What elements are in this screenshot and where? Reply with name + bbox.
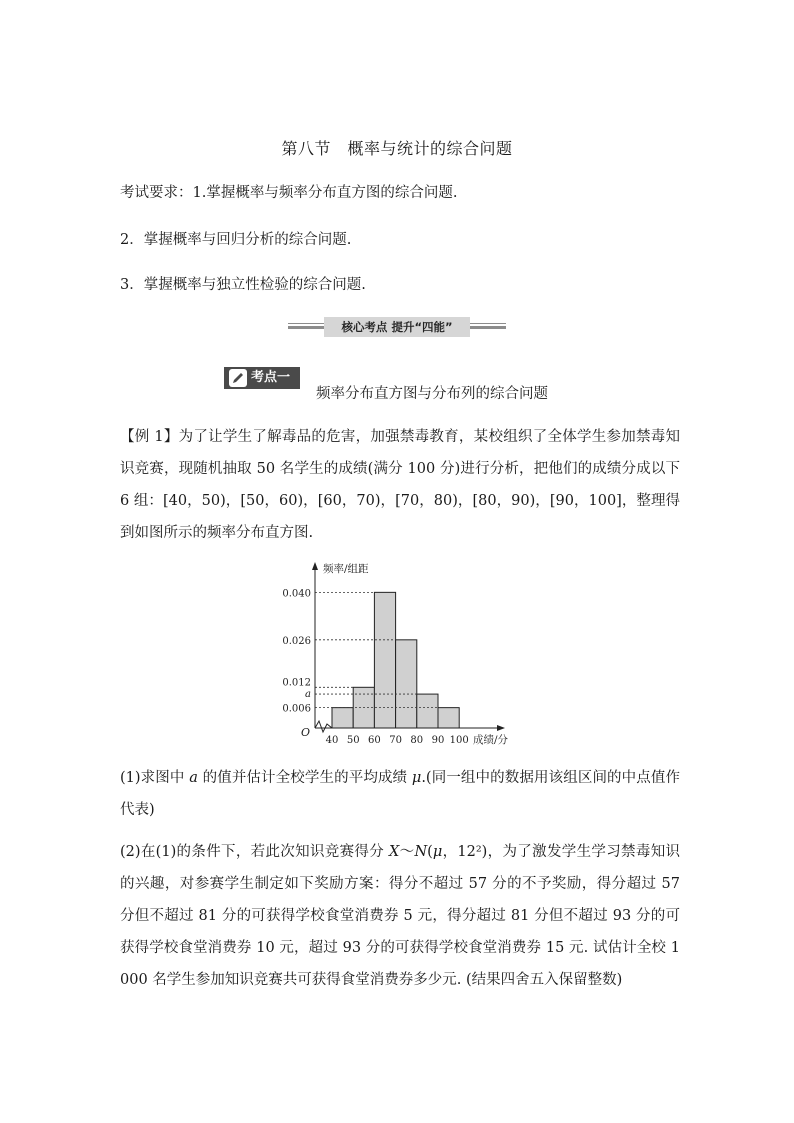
pencil-icon: [229, 369, 247, 387]
q2-text-b: ～: [399, 844, 415, 860]
q2-text-a: (2)在(1)的条件下，若此次知识竞赛得分: [120, 844, 389, 860]
x-axis-label: 成绩/分: [473, 734, 509, 746]
question-2: [120, 836, 680, 996]
x-tick-label: 100: [449, 735, 469, 746]
x-tick-label: 90: [431, 735, 445, 746]
requirement-line-1: 考试要求：1.掌握概率与频率分布直方图的综合问题.: [120, 185, 458, 201]
histogram-bar: [438, 708, 459, 728]
requirement-line-3: 3．掌握概率与独立性检验的综合问题.: [120, 277, 366, 293]
q2-var-x: X: [388, 844, 400, 860]
y-tick-label: 0.026: [282, 635, 311, 647]
histogram-svg: [275, 558, 545, 748]
q1-text-a: (1)求图中: [120, 770, 190, 786]
y-tick-label: a: [305, 689, 311, 701]
example-paragraph: 【例 1】为了让学生了解毒品的危害，加强禁毒教育，某校组织了全体学生参加禁毒知识竞赛，现随机抽取 50 名学生的成绩(满分 100 分)进行分析，把他们的成绩分成以下 6 组：[40，50)，[50，60)，[60，70)，[70，80)，[80，90)，[90，100]，整理得到如图所示的频率分布直方图.: [120, 429, 680, 541]
banner-label: 核心考点 提升“四能”: [324, 317, 470, 337]
x-tick-label: 60: [368, 735, 381, 746]
axis-break: [315, 721, 332, 732]
page-title: 第八节 概率与统计的综合问题: [281, 139, 513, 158]
x-axis-arrow: [497, 725, 505, 731]
q2-var-mu: μ: [432, 844, 443, 860]
origin-label: O: [301, 726, 311, 739]
y-axis-arrow: [312, 562, 318, 570]
question-1: [120, 762, 680, 826]
histogram-bar: [332, 708, 353, 728]
x-tick-label: 70: [389, 735, 402, 746]
kaodian-title: 频率分布直方图与分布列的综合问题: [316, 386, 548, 402]
x-tick-label: 40: [325, 735, 339, 746]
y-tick-label: 0.006: [282, 703, 311, 715]
x-tick-label: 50: [346, 735, 360, 746]
q1-text-b: 的值并估计全校学生的平均成绩: [197, 770, 412, 786]
q1-text-c: .(同一组中的数据用该组区间的中点值作代表): [120, 770, 681, 818]
kaodian-tag-label: 考点一: [251, 370, 291, 385]
y-tick-label: 0.012: [282, 677, 311, 689]
x-tick-label: 80: [410, 735, 424, 746]
kaodian-tag: [224, 367, 300, 389]
histogram-bar: [396, 640, 417, 728]
requirement-line-2: 2．掌握概率与回归分析的综合问题.: [120, 232, 352, 248]
y-tick-label: 0.040: [282, 588, 311, 600]
y-axis-label: 频率/组距: [323, 563, 369, 575]
q1-var-a: a: [189, 770, 198, 786]
q1-var-mu: μ: [411, 770, 422, 786]
section-banner: [288, 316, 506, 338]
q2-var-n: N: [414, 844, 428, 860]
histogram-bar: [417, 694, 438, 728]
histogram-chart: [275, 558, 545, 752]
q2-text-d: ，12²)，为了激发学生学习禁毒知识的兴趣，对参赛学生制定如下奖励方案：得分不超过 57 分的不予奖励，得分超过 57 分但不超过 81 分的可获得学校食堂消费券 5 元，得分超过 81 分但不超过 93 分的可获得学校食堂消费券 10 元，超过 93 分的可获得学校食堂消费券 15 元. 试估计全校 1 000 名学生参加知识竞赛共可获得食堂消费券多少元. (结果四舍五入保留整数): [120, 844, 681, 988]
q2-text-c: (: [427, 844, 433, 860]
